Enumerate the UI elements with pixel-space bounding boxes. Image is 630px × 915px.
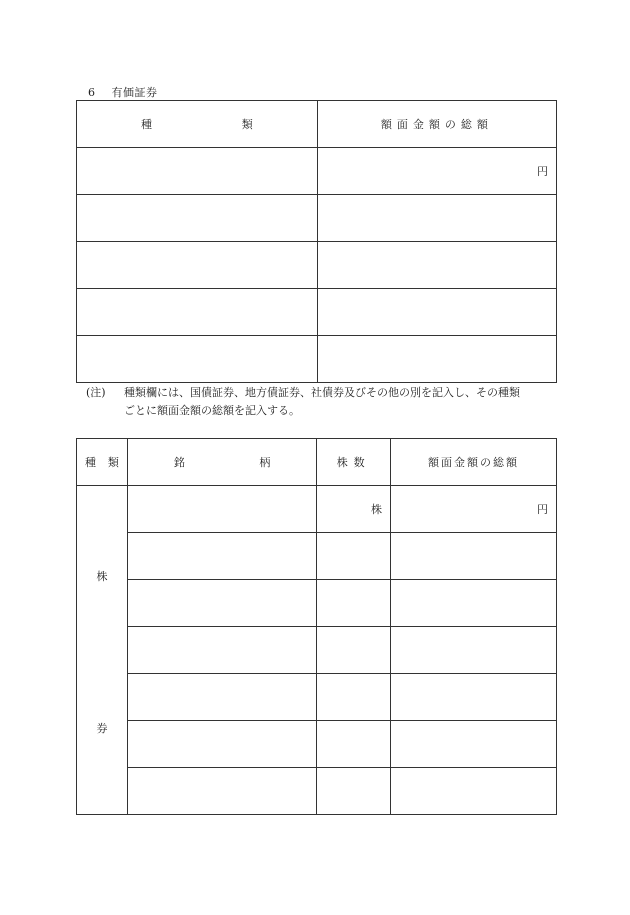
total-cell[interactable] bbox=[391, 721, 557, 768]
total-cell[interactable] bbox=[317, 195, 556, 242]
kind-cell[interactable] bbox=[77, 148, 318, 195]
kind-label-bottom: 券 bbox=[96, 722, 108, 735]
footnote-line-1: 種類欄には、国債証券、地方債証券、社債券及びその他の別を記入し、その種類 bbox=[124, 386, 520, 399]
kind-cell[interactable] bbox=[77, 336, 318, 383]
section-number: 6 bbox=[88, 86, 96, 99]
name-header bbox=[127, 439, 316, 486]
name-cell[interactable] bbox=[127, 486, 316, 533]
name-cell[interactable] bbox=[127, 580, 316, 627]
total-cell[interactable] bbox=[317, 148, 556, 195]
total-cell[interactable] bbox=[317, 336, 556, 383]
total-cell[interactable] bbox=[391, 580, 557, 627]
name-header-right: 柄 bbox=[259, 456, 271, 469]
stock-kind-cell bbox=[77, 486, 128, 815]
name-cell[interactable] bbox=[127, 768, 316, 815]
kind-header bbox=[77, 439, 128, 486]
total-header-label: 額面金額の総額 bbox=[380, 118, 493, 131]
section-title bbox=[88, 84, 158, 100]
total-cell[interactable] bbox=[391, 627, 557, 674]
table-row bbox=[77, 627, 557, 674]
footnote bbox=[86, 384, 556, 420]
table-row bbox=[77, 195, 557, 242]
kind-cell[interactable] bbox=[77, 242, 318, 289]
shares-cell[interactable] bbox=[317, 486, 391, 533]
table-row bbox=[77, 768, 557, 815]
kind-header-right: 類 bbox=[107, 456, 119, 469]
kind-cell[interactable] bbox=[77, 195, 318, 242]
section-name: 有価証券 bbox=[111, 86, 158, 99]
table-row bbox=[77, 580, 557, 627]
total-cell[interactable] bbox=[317, 242, 556, 289]
kind-header-left: 種 bbox=[85, 456, 96, 469]
name-cell[interactable] bbox=[127, 533, 316, 580]
name-cell[interactable] bbox=[127, 674, 316, 721]
shares-cell[interactable] bbox=[317, 768, 391, 815]
total-header bbox=[317, 101, 556, 148]
shares-cell[interactable] bbox=[317, 674, 391, 721]
total-header: 額面金額の総額 bbox=[391, 439, 557, 486]
kind-header-left: 種 bbox=[141, 118, 152, 131]
table-row bbox=[77, 486, 557, 533]
table-row bbox=[77, 289, 557, 336]
table-row bbox=[77, 674, 557, 721]
stocks-table bbox=[76, 438, 557, 815]
table-row bbox=[77, 336, 557, 383]
total-cell[interactable] bbox=[391, 768, 557, 815]
shares-cell[interactable] bbox=[317, 533, 391, 580]
kind-label-top: 株 bbox=[96, 570, 108, 583]
total-cell[interactable] bbox=[391, 486, 557, 533]
kind-header bbox=[77, 101, 318, 148]
footnote-label: (注) bbox=[86, 386, 106, 399]
table-row bbox=[77, 242, 557, 289]
name-cell[interactable] bbox=[127, 721, 316, 768]
footnote-line-2: ごとに額面金額の総額を記入する。 bbox=[124, 404, 300, 417]
total-cell[interactable] bbox=[391, 674, 557, 721]
unit-yen: 円 bbox=[537, 503, 548, 516]
table-row bbox=[77, 533, 557, 580]
table-header-row bbox=[77, 439, 557, 486]
securities-table bbox=[76, 100, 557, 383]
unit-shares: 株 bbox=[371, 503, 382, 516]
unit-yen: 円 bbox=[537, 165, 548, 178]
kind-cell[interactable] bbox=[77, 289, 318, 336]
shares-cell[interactable] bbox=[317, 580, 391, 627]
total-cell[interactable] bbox=[317, 289, 556, 336]
table-row bbox=[77, 148, 557, 195]
table-row bbox=[77, 721, 557, 768]
kind-header-right: 類 bbox=[241, 118, 253, 131]
total-cell[interactable] bbox=[391, 533, 557, 580]
table-header-row bbox=[77, 101, 557, 148]
shares-cell[interactable] bbox=[317, 627, 391, 674]
name-header-left: 銘 bbox=[173, 456, 185, 469]
shares-header: 株数 bbox=[317, 439, 391, 486]
name-cell[interactable] bbox=[127, 627, 316, 674]
shares-cell[interactable] bbox=[317, 721, 391, 768]
